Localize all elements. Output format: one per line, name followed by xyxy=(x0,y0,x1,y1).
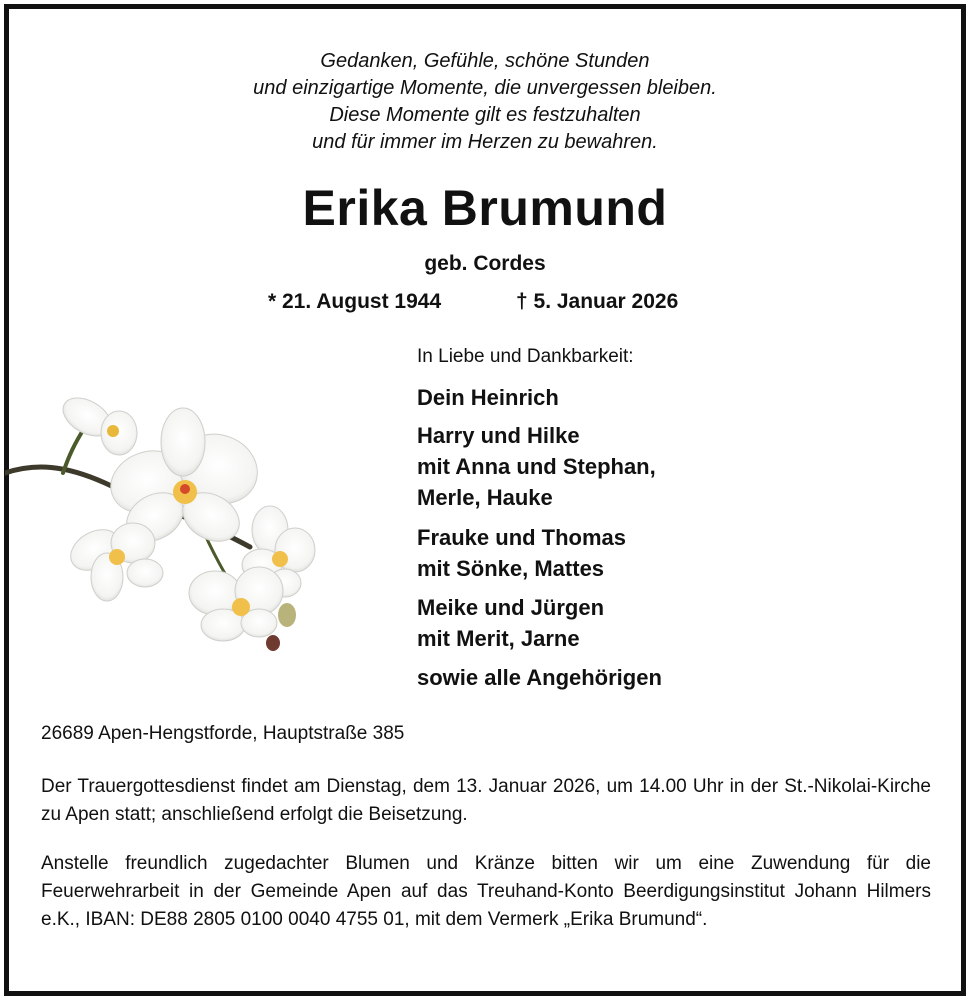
poem-line: und einzigartige Momente, die unvergessen bleiben. xyxy=(253,77,717,99)
family-group xyxy=(417,382,559,413)
family-line: mit Merit, Jarne xyxy=(417,626,580,651)
family-line: Harry und Hilke xyxy=(417,423,580,448)
service-text: Der Trauergottesdienst findet am Dienstag, dem 13. Januar 2026, um 14.00 Uhr in der St.-Nikolai-Kirche zu Apen statt; anschließend erfolgt die Beisetzung. xyxy=(41,776,931,825)
poem-line: und für immer im Herzen zu bewahren. xyxy=(312,131,658,153)
family-line: Meike und Jürgen xyxy=(417,595,605,620)
poem xyxy=(0,48,970,156)
family-line: Frauke und Thomas xyxy=(417,525,627,550)
poem-line: Diese Momente gilt es festzuhalten xyxy=(329,104,641,126)
death-date: † 5. Januar 2026 xyxy=(516,290,679,313)
family-line: mit Anna und Stephan, xyxy=(417,454,656,479)
intro-text: In Liebe und Dankbarkeit: xyxy=(417,346,634,367)
family-line: Dein Heinrich xyxy=(417,385,559,410)
family-group xyxy=(417,662,662,693)
birth-date: * 21. August 1944 xyxy=(268,290,442,313)
family-line: mit Sönke, Mattes xyxy=(417,556,605,581)
family-group xyxy=(417,522,626,584)
family-group xyxy=(417,592,604,654)
donation-text: Anstelle freundlich zugedachter Blumen und Kränze bitten wir um eine Zuwendung für die Feuerwehrarbeit in der Gemeinde Apen auf das Treuhand-Konto Beerdigungsinstitut Johann Hilmers e.K., IBAN: DE88 2805 0100 0040 4755 01, mit dem Vermerk „Erika Brumund“. xyxy=(41,853,931,930)
maiden-name: geb. Cordes xyxy=(424,252,546,275)
family-line: sowie alle Angehörigen xyxy=(417,665,662,690)
deceased-name: Erika Brumund xyxy=(302,180,668,236)
family-group xyxy=(417,420,656,513)
poem-line: Gedanken, Gefühle, schöne Stunden xyxy=(320,50,650,72)
address: 26689 Apen-Hengstforde, Hauptstraße 385 xyxy=(41,723,405,744)
orchid-image xyxy=(5,385,325,660)
family-line: Merle, Hauke xyxy=(417,485,553,510)
